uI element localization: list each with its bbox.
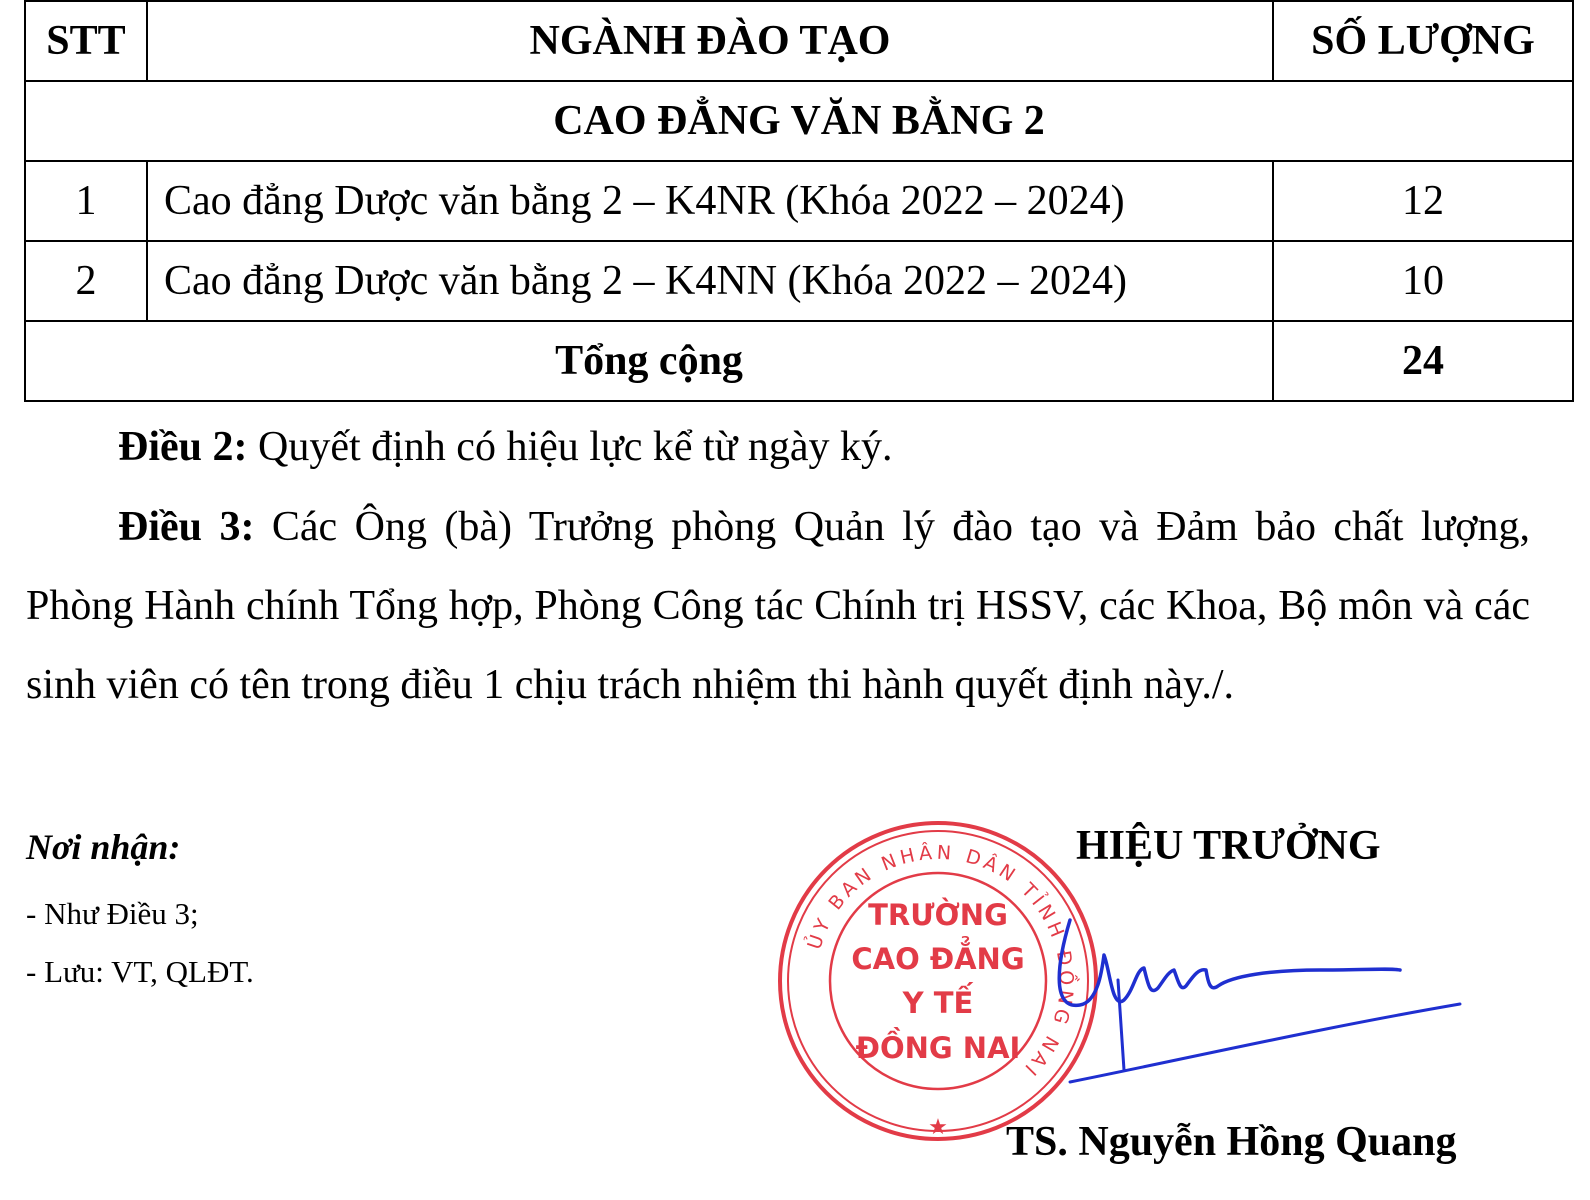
- svg-text:ĐỒNG NAI: ĐỒNG NAI: [855, 1031, 1021, 1065]
- recipients-title: Nơi nhận:: [26, 827, 181, 867]
- enrollment-table: [24, 0, 1574, 402]
- table-section-row: [25, 81, 1573, 161]
- header-program: NGÀNH ĐÀO TẠO: [147, 1, 1273, 81]
- article-2: [26, 408, 1530, 487]
- signer-name: TS. Nguyễn Hồng Quang: [1006, 1119, 1457, 1165]
- row-quantity: 12: [1273, 161, 1573, 241]
- row-program: Cao đẳng Dược văn bằng 2 – K4NN (Khóa 2022 – 2024): [147, 241, 1273, 321]
- svg-text:ỦY BAN NHÂN DÂN TỈNH ĐỒNG NAI: ỦY BAN NHÂN DÂN TỈNH ĐỒNG NAI: [803, 841, 1078, 1083]
- article-3: [26, 488, 1530, 725]
- row-program: Cao đẳng Dược văn bằng 2 – K4NR (Khóa 2022 – 2024): [147, 161, 1273, 241]
- total-label: Tổng cộng: [25, 321, 1273, 401]
- article-2-text: Quyết định có hiệu lực kể từ ngày ký.: [247, 424, 893, 470]
- recipient-item: - Như Điều 3;: [26, 896, 199, 931]
- svg-text:CAO ĐẲNG: CAO ĐẲNG: [851, 942, 1025, 976]
- row-quantity: 10: [1273, 241, 1573, 321]
- table-header-row: [25, 1, 1573, 81]
- row-stt: 2: [25, 241, 147, 321]
- svg-text:★: ★: [928, 1115, 948, 1140]
- svg-text:TRƯỜNG: TRƯỜNG: [868, 898, 1008, 932]
- article-2-label: Điều 2:: [118, 424, 248, 470]
- svg-text:Y TẾ: Y TẾ: [902, 986, 974, 1020]
- recipient-item: - Lưu: VT, QLĐT.: [26, 954, 254, 989]
- row-stt: 1: [25, 161, 147, 241]
- header-stt: STT: [25, 1, 147, 81]
- stamp-lettering: [801, 841, 1082, 1140]
- article-3-text: Các Ông (bà) Trưởng phòng Quản lý đào tạo và Đảm bảo chất lượng, Phòng Hành chính Tổng hợp, Phòng Công tác Chính trị HSSV, các Khoa, Bộ môn và các sinh viên có tên trong điều 1 chịu trách nhiệm thi hành quyết định này./.: [26, 504, 1530, 708]
- table-row: [25, 241, 1573, 321]
- table-row: [25, 161, 1573, 241]
- section-title: CAO ĐẲNG VĂN BẰNG 2: [25, 81, 1573, 161]
- total-value: 24: [1273, 321, 1573, 401]
- header-quantity: SỐ LƯỢNG: [1273, 1, 1573, 81]
- table-total-row: [25, 321, 1573, 401]
- handwritten-signature: [1040, 900, 1480, 1100]
- signer-title: HIỆU TRƯỞNG: [1076, 823, 1381, 869]
- article-3-label: Điều 3:: [118, 504, 255, 550]
